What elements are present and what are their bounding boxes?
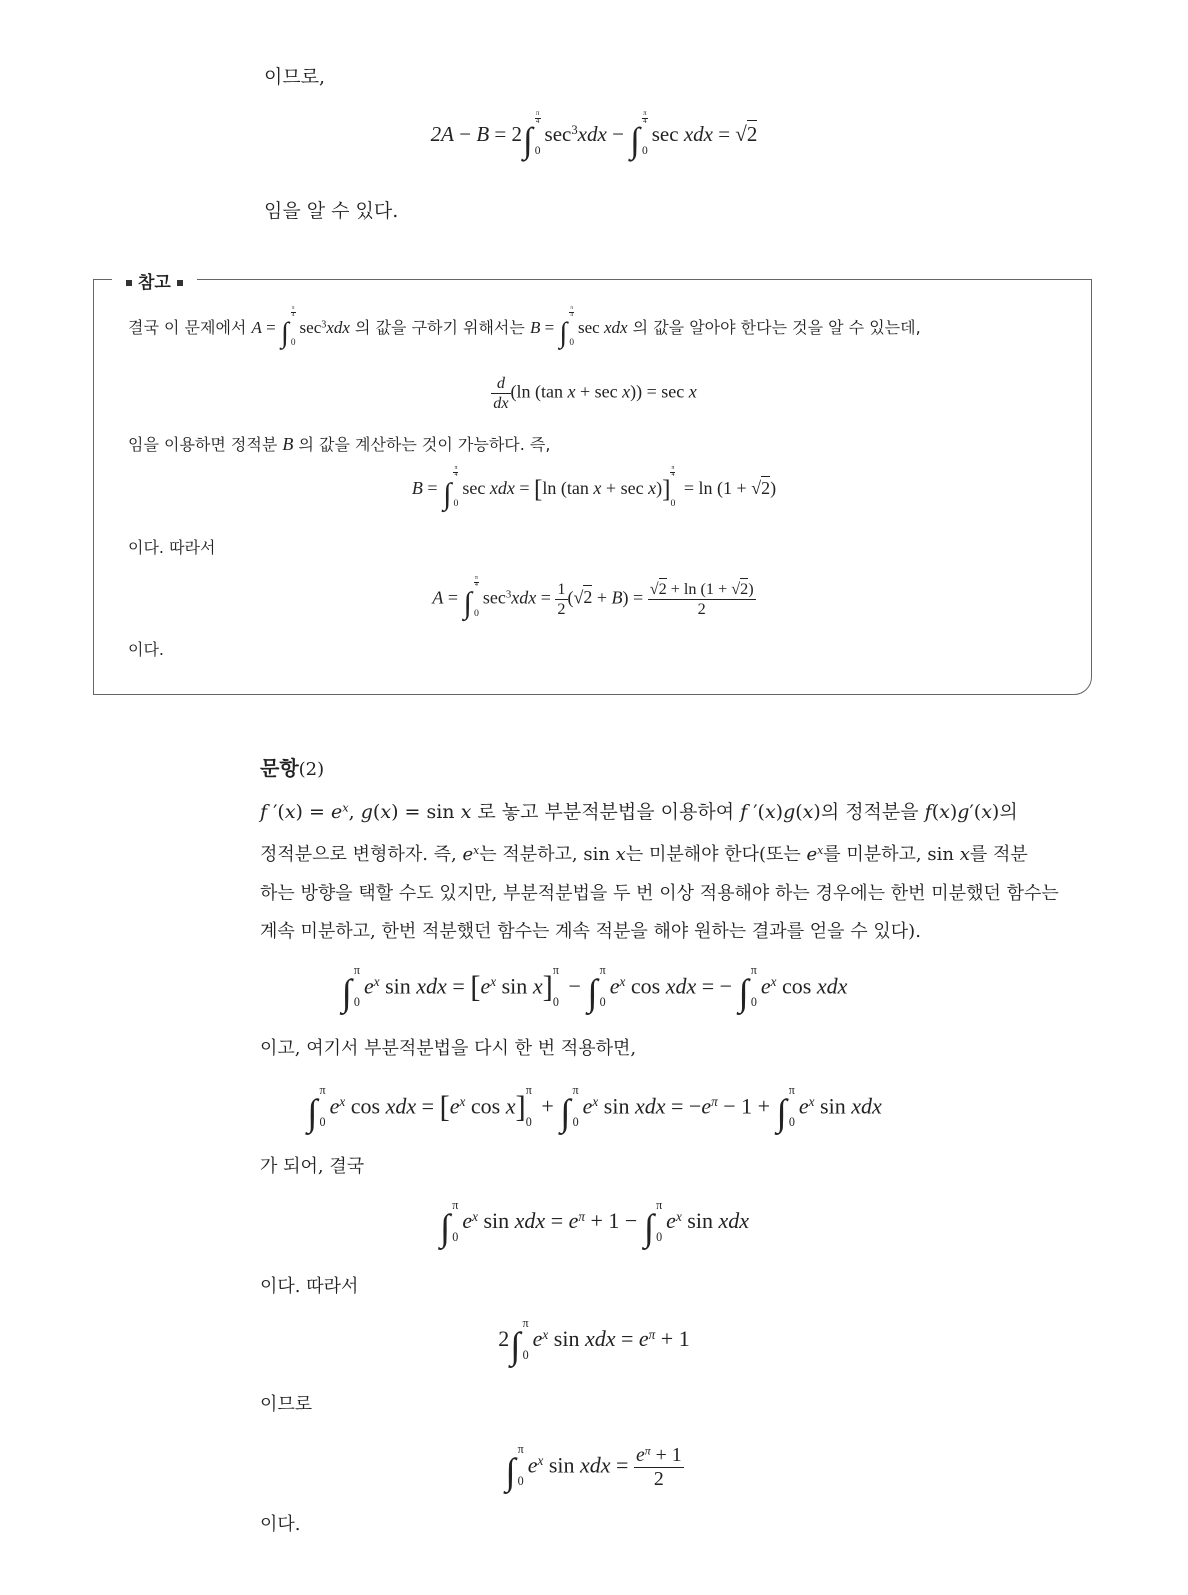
box-line-2: 임을 이용하면 정적분 B 의 값을 계산하는 것이 가능하다. 즉, xyxy=(128,434,551,454)
question-line-7: 이다. 따라서 xyxy=(260,1276,359,1297)
text-imeuro: 이므로, xyxy=(264,66,326,88)
text-result: 임을 알 수 있다. xyxy=(264,200,399,222)
question-line-3: 하는 방향을 택할 수도 있지만, 부분적분법을 두 번 이상 적용해야 하는 경우에는 한번 미분했던 함수는 xyxy=(260,883,1059,904)
question-line-4: 계속 미분하고, 한번 적분했던 함수는 계속 적분을 해야 원하는 결과를 얻을 수 있다). xyxy=(260,921,921,942)
equation-parts-3: ∫ π 0 $e^x$ sin xdx = $e^\pi + 1$ − ∫ π 0 $e^x$ sin xdx xyxy=(439,1197,750,1249)
question-heading: 문항(2) xyxy=(260,756,325,780)
question-line-1: f $'(x) = e^x$, g(x) = sin x 로 놓고 부분적분법을 이용하여 f ′(x)g(x)의 정적분을 f(x)g′(x)의 xyxy=(260,800,1018,823)
equation-parts-1: ∫ π 0 $e^x$ sin xdx = [$e^x$ sin x] π 0 − ∫ π 0 $e^x$ cos xdx = − ∫ π 0 $e^x$ cos xdx xyxy=(341,963,848,1015)
question-line-6: 가 되어, 결국 xyxy=(260,1156,365,1177)
equation-derivative: $\frac{d}{dx}$ (ln (tan x + sec x)) = sec x xyxy=(493,374,697,412)
question-line-9: 이다. xyxy=(260,1514,301,1535)
reference-label: 참고 xyxy=(112,268,197,293)
equation-2a-minus-b: 2A − B = 2∫ π 4 0 $\sec^3xdx$ − ∫ π 4 0 sec xdx = √2 xyxy=(430,109,758,161)
question-line-5: 이고, 여기서 부분적분법을 다시 한 번 적용하면, xyxy=(260,1038,637,1059)
equation-a-value: A = ∫ π 4 0 $\sec^3xdx$ = $\frac{1}{2}$ (√2 + B) = $\frac{√2 + \ln (1 + √2)}{2}$ xyxy=(432,574,754,621)
equation-parts-2: ∫ π 0 $e^x$ cos xdx = [$e^x$ cos x] π 0 + ∫ π 0 $e^x$ sin xdx = $-e^\pi - 1$ + ∫ π 0 $e^x$ sin xdx xyxy=(307,1083,882,1135)
box-line-3: 이다. 따라서 xyxy=(128,538,216,557)
question-line-2: 정적분으로 변형하자. 즉, $e^x$는 적분하고, sin x는 미분해야 한다(또는 $e^x$를 미분하고, sin x를 적분 xyxy=(260,844,1028,865)
question-line-8: 이므로 xyxy=(260,1394,313,1415)
box-line-1: 결국 이 문제에서 A = ∫ π 4 0 $\sec^3xdx$ 의 값을 구하기 위해서는 B = ∫ π 4 0 sec xdx 의 값을 알아야 한다는 것을 알 수 있는데, xyxy=(128,305,921,350)
box-line-4: 이다. xyxy=(128,640,164,659)
equation-final: ∫ π 0 $e^x$ sin xdx = $\frac{e^\pi + 1}{2}$ xyxy=(505,1442,682,1494)
equation-parts-4: 2∫ π 0 $e^x$ sin xdx = $e^\pi + 1$ xyxy=(498,1315,690,1367)
equation-b-value: B = ∫ π 4 0 sec xdx = [ln (tan x + sec x)] π 4 0 = ln (1 + √2) xyxy=(411,465,777,511)
